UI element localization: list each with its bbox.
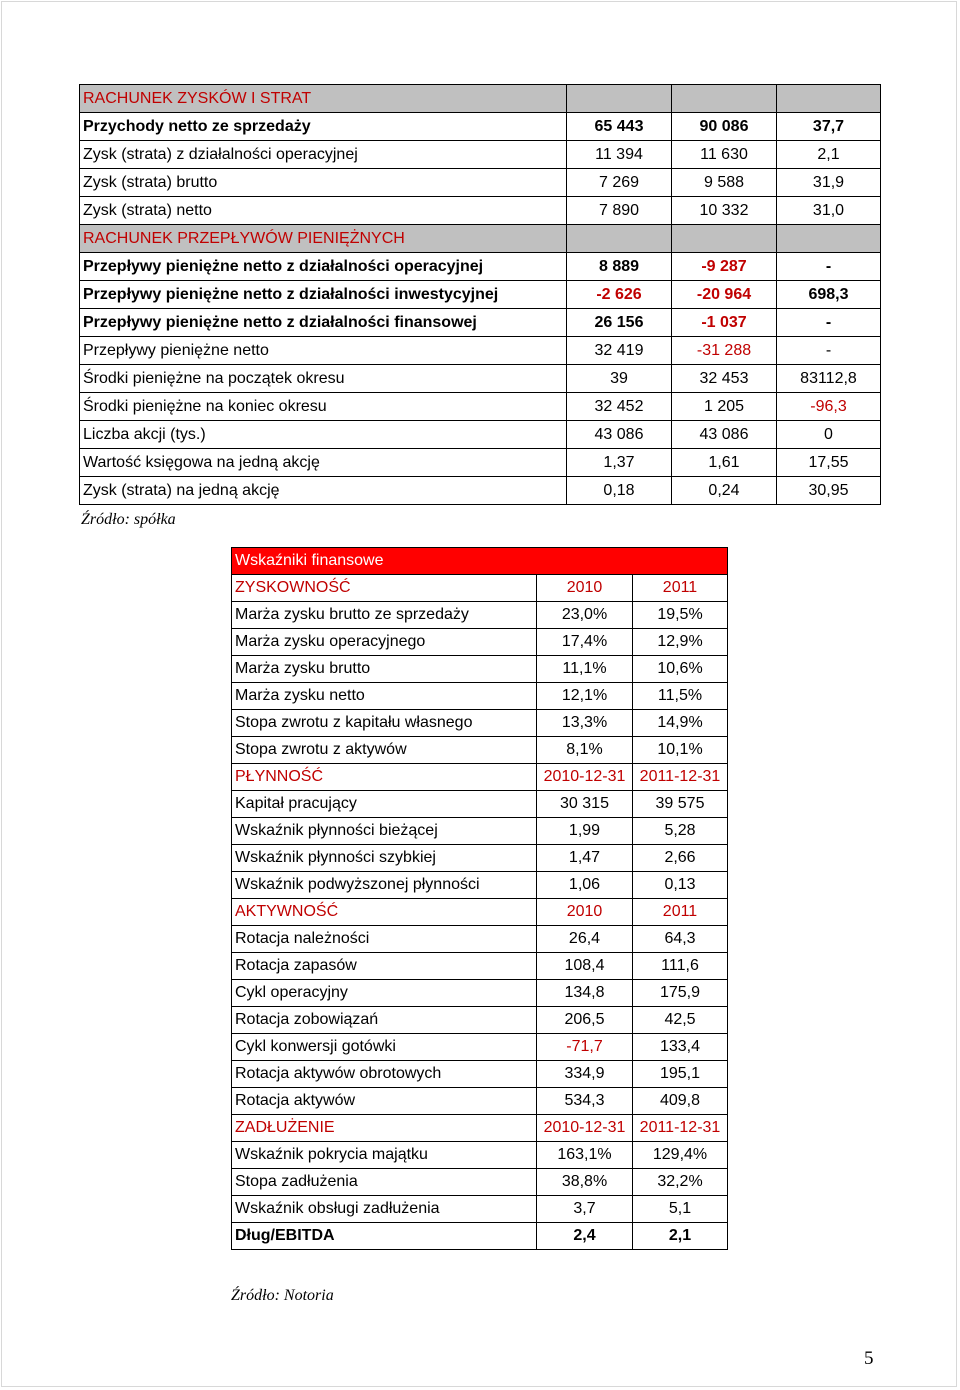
- value-cell: 8 889: [567, 253, 672, 281]
- table-row: [232, 1061, 728, 1088]
- row-label: Zysk (strata) netto: [80, 197, 567, 225]
- value-cell: 1,61: [672, 449, 777, 477]
- table-row: [232, 926, 728, 953]
- row-label: ZADŁUŻENIE: [232, 1115, 537, 1142]
- value-cell: 1,37: [567, 449, 672, 477]
- income-statement-table: [79, 84, 881, 505]
- value-cell: 0,24: [672, 477, 777, 505]
- value-cell: 11,5%: [633, 683, 728, 710]
- value-cell: 0: [777, 421, 881, 449]
- table-row: [80, 169, 881, 197]
- value-cell: 129,4%: [633, 1142, 728, 1169]
- value-cell: -: [777, 253, 881, 281]
- income-statement-body: [80, 85, 881, 505]
- value-cell: [777, 85, 881, 113]
- value-cell: 175,9: [633, 980, 728, 1007]
- table-row: [80, 197, 881, 225]
- table-row: [232, 710, 728, 737]
- table-row: [232, 1007, 728, 1034]
- value-cell: 42,5: [633, 1007, 728, 1034]
- table-row: [232, 1142, 728, 1169]
- value-cell: 39: [567, 365, 672, 393]
- value-cell: 2011: [633, 575, 728, 602]
- row-label: Cykl konwersji gotówki: [232, 1034, 537, 1061]
- value-cell: 17,4%: [537, 629, 633, 656]
- section-header-row: [232, 899, 728, 926]
- table-row: [232, 953, 728, 980]
- table-row: [80, 281, 881, 309]
- row-label: Wskaźnik płynności bieżącej: [232, 818, 537, 845]
- value-cell: 26,4: [537, 926, 633, 953]
- value-cell: 195,1: [633, 1061, 728, 1088]
- value-cell: 1,06: [537, 872, 633, 899]
- row-label: Rotacja zobowiązań: [232, 1007, 537, 1034]
- row-label: ZYSKOWNOŚĆ: [232, 575, 537, 602]
- value-cell: 3,7: [537, 1196, 633, 1223]
- section-header-row: [232, 764, 728, 791]
- value-cell: 2,66: [633, 845, 728, 872]
- row-label: Marża zysku brutto ze sprzedaży: [232, 602, 537, 629]
- table-title: Wskaźniki finansowe: [232, 548, 728, 575]
- value-cell: 65 443: [567, 113, 672, 141]
- table-row: [232, 845, 728, 872]
- row-label: Marża zysku operacyjnego: [232, 629, 537, 656]
- table-row: [232, 980, 728, 1007]
- value-cell: 43 086: [672, 421, 777, 449]
- value-cell: 19,5%: [633, 602, 728, 629]
- value-cell: 43 086: [567, 421, 672, 449]
- value-cell: 2010-12-31: [537, 764, 633, 791]
- value-cell: 1,99: [537, 818, 633, 845]
- row-label: Dług/EBITDA: [232, 1223, 537, 1250]
- row-label: Zysk (strata) na jedną akcję: [80, 477, 567, 505]
- value-cell: -2 626: [567, 281, 672, 309]
- value-cell: 163,1%: [537, 1142, 633, 1169]
- table-row: [232, 629, 728, 656]
- row-label: Liczba akcji (tys.): [80, 421, 567, 449]
- value-cell: 5,28: [633, 818, 728, 845]
- row-label: Zysk (strata) z działalności operacyjnej: [80, 141, 567, 169]
- row-label: Wskaźnik płynności szybkiej: [232, 845, 537, 872]
- table-row: [80, 477, 881, 505]
- value-cell: 90 086: [672, 113, 777, 141]
- row-label: Wskaźnik obsługi zadłużenia: [232, 1196, 537, 1223]
- table-row: [80, 449, 881, 477]
- value-cell: 11,1%: [537, 656, 633, 683]
- value-cell: 11 630: [672, 141, 777, 169]
- value-cell: 30,95: [777, 477, 881, 505]
- value-cell: 31,0: [777, 197, 881, 225]
- value-cell: 334,9: [537, 1061, 633, 1088]
- value-cell: 2010: [537, 899, 633, 926]
- row-label: Zysk (strata) brutto: [80, 169, 567, 197]
- table-row: [232, 656, 728, 683]
- value-cell: 13,3%: [537, 710, 633, 737]
- value-cell: 8,1%: [537, 737, 633, 764]
- section-header-row: [80, 85, 881, 113]
- value-cell: 32 453: [672, 365, 777, 393]
- value-cell: 23,0%: [537, 602, 633, 629]
- table-row: [232, 1088, 728, 1115]
- value-cell: 409,8: [633, 1088, 728, 1115]
- value-cell: 31,9: [777, 169, 881, 197]
- source-note-notoria: Źródło: Notoria: [231, 1287, 334, 1304]
- row-label: Marża zysku netto: [232, 683, 537, 710]
- section-header-row: [80, 225, 881, 253]
- value-cell: 83112,8: [777, 365, 881, 393]
- row-label: Rotacja zapasów: [232, 953, 537, 980]
- table-row: [80, 421, 881, 449]
- table-row: [80, 365, 881, 393]
- value-cell: 1,47: [537, 845, 633, 872]
- value-cell: 2,1: [777, 141, 881, 169]
- row-label: Rotacja należności: [232, 926, 537, 953]
- table-row: [232, 872, 728, 899]
- value-cell: 10 332: [672, 197, 777, 225]
- value-cell: 7 890: [567, 197, 672, 225]
- value-cell: -1 037: [672, 309, 777, 337]
- value-cell: [567, 225, 672, 253]
- value-cell: 11 394: [567, 141, 672, 169]
- value-cell: 2011-12-31: [633, 1115, 728, 1142]
- table-row: [232, 737, 728, 764]
- value-cell: -9 287: [672, 253, 777, 281]
- table-row: [232, 818, 728, 845]
- table-row: [80, 337, 881, 365]
- table-row: [80, 393, 881, 421]
- source-note-company: Źródło: spółka: [81, 511, 176, 528]
- table-row: [232, 1223, 728, 1250]
- value-cell: 2010: [537, 575, 633, 602]
- row-label: Kapitał pracujący: [232, 791, 537, 818]
- table-row: [232, 683, 728, 710]
- row-label: Przepływy pieniężne netto z działalności finansowej: [80, 309, 567, 337]
- value-cell: 26 156: [567, 309, 672, 337]
- value-cell: 32 419: [567, 337, 672, 365]
- value-cell: 2011: [633, 899, 728, 926]
- row-label: Przepływy pieniężne netto z działalności inwestycyjnej: [80, 281, 567, 309]
- row-label: Cykl operacyjny: [232, 980, 537, 1007]
- row-label: Wskaźnik podwyższonej płynności: [232, 872, 537, 899]
- value-cell: 108,4: [537, 953, 633, 980]
- value-cell: 17,55: [777, 449, 881, 477]
- value-cell: 5,1: [633, 1196, 728, 1223]
- value-cell: -96,3: [777, 393, 881, 421]
- table-row: [80, 253, 881, 281]
- value-cell: 32,2%: [633, 1169, 728, 1196]
- value-cell: -: [777, 309, 881, 337]
- row-label: Środki pieniężne na koniec okresu: [80, 393, 567, 421]
- value-cell: 64,3: [633, 926, 728, 953]
- value-cell: -71,7: [537, 1034, 633, 1061]
- row-label: PŁYNNOŚĆ: [232, 764, 537, 791]
- page-number: 5: [864, 1348, 874, 1369]
- value-cell: 111,6: [633, 953, 728, 980]
- table-row: [232, 602, 728, 629]
- table-row: [80, 113, 881, 141]
- value-cell: 2010-12-31: [537, 1115, 633, 1142]
- value-cell: 32 452: [567, 393, 672, 421]
- row-label: RACHUNEK ZYSKÓW I STRAT: [80, 85, 567, 113]
- value-cell: -20 964: [672, 281, 777, 309]
- value-cell: 39 575: [633, 791, 728, 818]
- row-label: Przepływy pieniężne netto z działalności operacyjnej: [80, 253, 567, 281]
- financial-ratios-table: [231, 547, 728, 1250]
- value-cell: 10,6%: [633, 656, 728, 683]
- table-row: [232, 1169, 728, 1196]
- table-row: [80, 309, 881, 337]
- value-cell: -31 288: [672, 337, 777, 365]
- value-cell: 0,13: [633, 872, 728, 899]
- table-row: [232, 791, 728, 818]
- value-cell: 12,9%: [633, 629, 728, 656]
- table-title-row: [232, 548, 728, 575]
- value-cell: 206,5: [537, 1007, 633, 1034]
- row-label: Stopa zwrotu z aktywów: [232, 737, 537, 764]
- value-cell: 534,3: [537, 1088, 633, 1115]
- value-cell: 0,18: [567, 477, 672, 505]
- value-cell: [672, 225, 777, 253]
- table-row: [232, 1034, 728, 1061]
- value-cell: [567, 85, 672, 113]
- value-cell: 2011-12-31: [633, 764, 728, 791]
- value-cell: 2,4: [537, 1223, 633, 1250]
- value-cell: 38,8%: [537, 1169, 633, 1196]
- row-label: Rotacja aktywów obrotowych: [232, 1061, 537, 1088]
- value-cell: 10,1%: [633, 737, 728, 764]
- value-cell: 1 205: [672, 393, 777, 421]
- row-label: Środki pieniężne na początek okresu: [80, 365, 567, 393]
- value-cell: [672, 85, 777, 113]
- row-label: Stopa zadłużenia: [232, 1169, 537, 1196]
- section-header-row: [232, 1115, 728, 1142]
- value-cell: 2,1: [633, 1223, 728, 1250]
- row-label: Rotacja aktywów: [232, 1088, 537, 1115]
- financial-ratios-body: [232, 548, 728, 1250]
- section-header-row: [232, 575, 728, 602]
- value-cell: 9 588: [672, 169, 777, 197]
- row-label: Przychody netto ze sprzedaży: [80, 113, 567, 141]
- row-label: Stopa zwrotu z kapitału własnego: [232, 710, 537, 737]
- table-row: [80, 141, 881, 169]
- value-cell: [777, 225, 881, 253]
- row-label: Wskaźnik pokrycia majątku: [232, 1142, 537, 1169]
- row-label: Wartość księgowa na jedną akcję: [80, 449, 567, 477]
- row-label: Marża zysku brutto: [232, 656, 537, 683]
- value-cell: 12,1%: [537, 683, 633, 710]
- value-cell: 14,9%: [633, 710, 728, 737]
- value-cell: 134,8: [537, 980, 633, 1007]
- row-label: RACHUNEK PRZEPŁYWÓW PIENIĘŻNYCH: [80, 225, 567, 253]
- value-cell: 133,4: [633, 1034, 728, 1061]
- row-label: Przepływy pieniężne netto: [80, 337, 567, 365]
- value-cell: 37,7: [777, 113, 881, 141]
- value-cell: -: [777, 337, 881, 365]
- row-label: AKTYWNOŚĆ: [232, 899, 537, 926]
- value-cell: 7 269: [567, 169, 672, 197]
- value-cell: 698,3: [777, 281, 881, 309]
- value-cell: 30 315: [537, 791, 633, 818]
- table-row: [232, 1196, 728, 1223]
